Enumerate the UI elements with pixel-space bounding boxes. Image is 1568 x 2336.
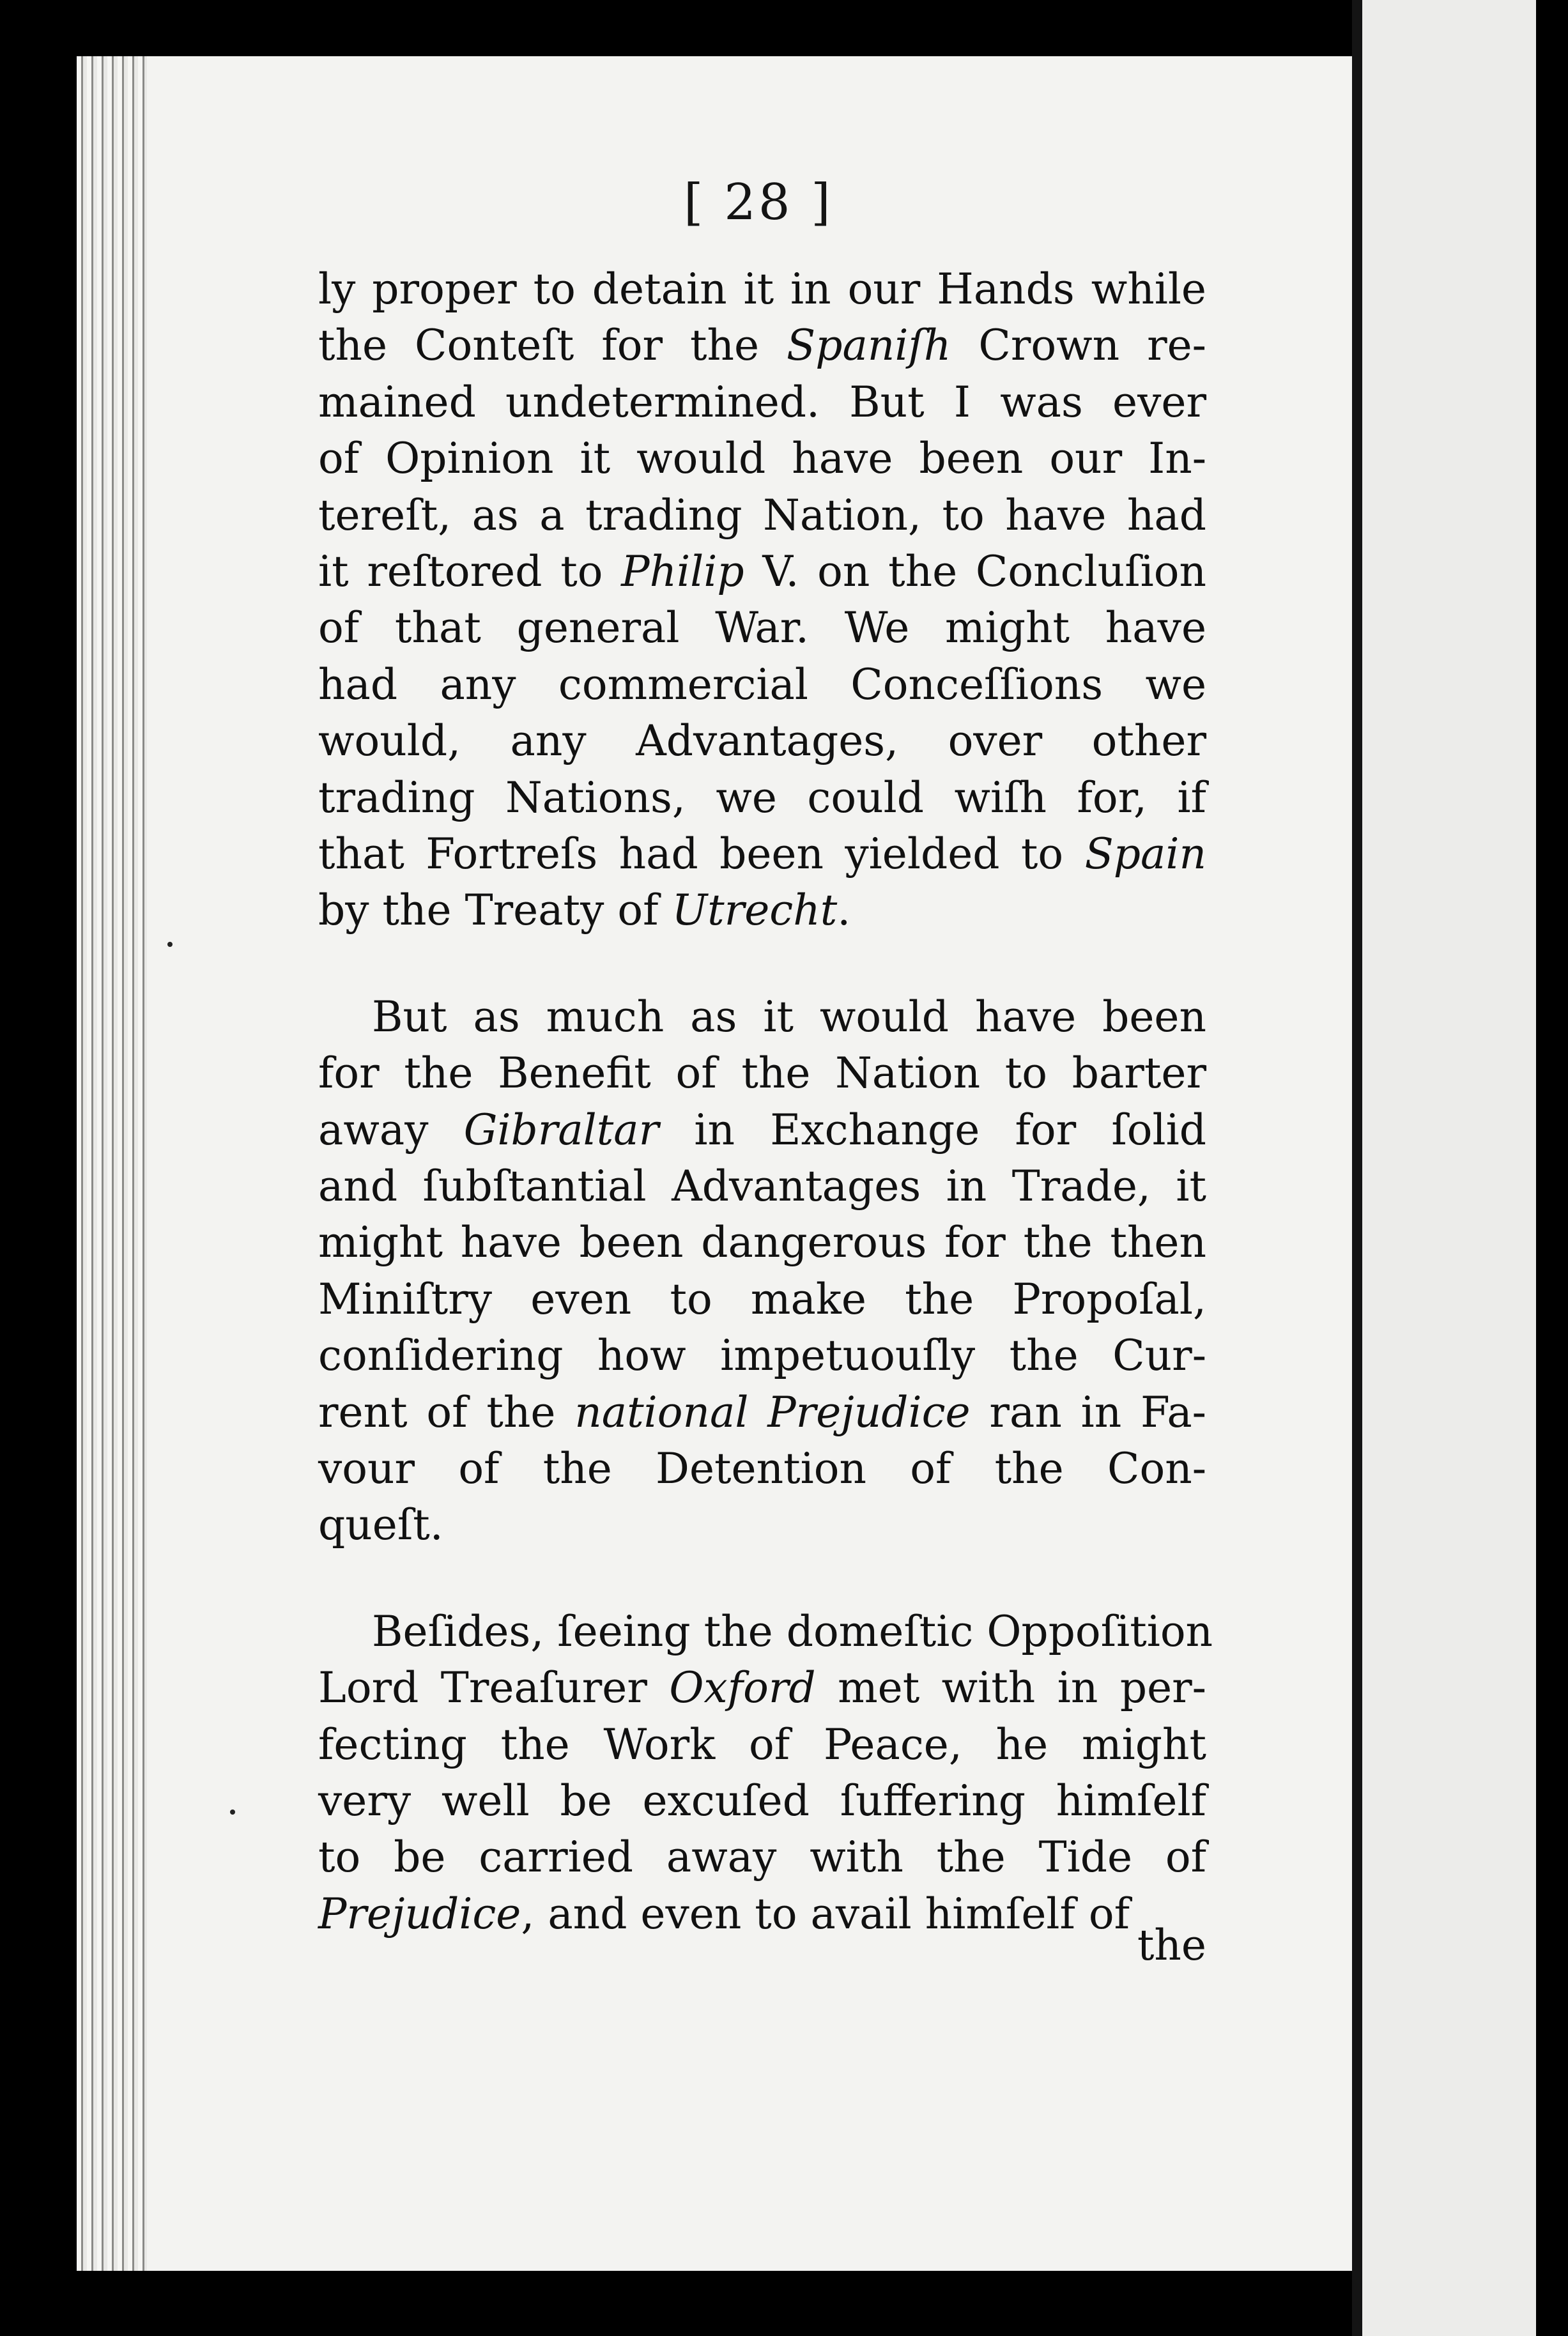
text-line <box>318 714 1206 769</box>
text-run: to be carried away with the Tide of <box>318 1833 1206 1882</box>
text-run: vour of the Detention of the Con- <box>318 1444 1206 1493</box>
scan-top-border <box>0 0 1568 56</box>
text-run: very well be excuſed ſuffering himſelf <box>318 1776 1206 1825</box>
text-run: . <box>837 886 851 935</box>
text-run: that Fortreſs had been yielded to <box>318 829 1085 879</box>
text-run: But as much as it would have been <box>372 992 1206 1041</box>
text-line <box>318 431 1206 486</box>
text-run: queſt. <box>318 1500 443 1550</box>
text-line <box>318 375 1206 430</box>
text-line <box>318 1159 1206 1214</box>
text-line <box>372 1604 1213 1659</box>
text-line <box>318 1717 1206 1772</box>
text-line <box>318 771 1206 826</box>
text-run: Lord Treaſurer <box>318 1663 670 1713</box>
italic-text-run: national Prejudice <box>574 1387 971 1437</box>
text-run: of that general War. We might have <box>318 603 1206 653</box>
text-run: mained undetermined. But I was ever <box>318 377 1206 427</box>
text-line <box>318 657 1206 712</box>
book-gutter <box>1352 0 1362 2336</box>
ink-speck <box>230 1810 235 1815</box>
text-line <box>318 1046 1206 1101</box>
italic-text-run: Philip <box>621 547 744 596</box>
scan-right-border <box>1536 0 1568 2336</box>
italic-text-run: Utrecht <box>672 886 838 935</box>
text-line <box>318 1441 1206 1496</box>
text-run: would, any Advantages, over other <box>318 716 1206 766</box>
text-run: ly proper to detain it in our Hands while <box>318 265 1206 314</box>
text-run: it reſtored to <box>318 547 622 596</box>
italic-text-run: Spaniſh <box>787 321 951 371</box>
text-line <box>372 990 1206 1045</box>
text-line <box>318 1272 1206 1327</box>
text-run: by the Treaty of <box>318 886 672 935</box>
text-run: fecting the Work of Peace, he might <box>318 1719 1206 1769</box>
text-line <box>318 544 1206 599</box>
text-line <box>318 1830 1206 1885</box>
text-line <box>318 1103 1206 1158</box>
text-run: might have been dangerous for the then <box>318 1218 1206 1268</box>
page-edge-strip <box>77 56 147 2271</box>
text-line <box>318 318 1206 373</box>
text-run: Beſides, ſeeing the domeſtic Oppoſition <box>372 1606 1213 1656</box>
text-line <box>318 827 1206 882</box>
text-run: the Conteſt for the <box>318 321 787 371</box>
text-line <box>318 883 1206 938</box>
italic-text-run: Prejudice <box>318 1889 521 1939</box>
text-run: met with in per- <box>815 1663 1206 1713</box>
text-line <box>318 1498 1206 1553</box>
text-run: trading Nations, we could wiſh for, if <box>318 772 1206 822</box>
text-run: for the Benefit of the Nation to barter <box>318 1049 1206 1098</box>
text-run: , and even to avail himſelf of <box>521 1889 1130 1939</box>
page-number: [ 28 ] <box>684 174 833 231</box>
text-run: rent of the <box>318 1387 575 1437</box>
italic-text-run: Gibraltar <box>463 1105 659 1155</box>
text-run: ran in Fa- <box>970 1387 1206 1437</box>
text-run: and ſubſtantial Advantages in Trade, it <box>318 1162 1206 1211</box>
text-line <box>318 601 1206 656</box>
text-line <box>318 262 1206 317</box>
text-run: of Opinion it would have been our In- <box>318 434 1206 484</box>
text-run: away <box>318 1105 464 1155</box>
text-run: Miniſtry even to make the Propoſal, <box>318 1274 1206 1324</box>
text-line <box>318 1385 1206 1440</box>
text-run: tereſt, as a trading Nation, to have had <box>318 490 1206 540</box>
text-line <box>318 1774 1206 1829</box>
text-run: Crown re- <box>951 321 1206 371</box>
text-line <box>318 488 1206 543</box>
italic-text-run: Oxford <box>669 1663 816 1713</box>
text-run: in Exchange for ſolid <box>659 1105 1206 1155</box>
text-run: had any commercial Conceſſions we <box>318 659 1206 709</box>
text-run: conſidering how impetuouſly the Cur- <box>318 1331 1206 1381</box>
text-run: V. on the Concluſion <box>744 547 1207 596</box>
italic-text-run: Spain <box>1084 829 1206 879</box>
text-line <box>318 1215 1206 1270</box>
ink-speck <box>167 942 173 947</box>
text-line <box>318 1328 1206 1383</box>
catchword: the <box>1137 1921 1206 1970</box>
text-line <box>318 1661 1206 1716</box>
